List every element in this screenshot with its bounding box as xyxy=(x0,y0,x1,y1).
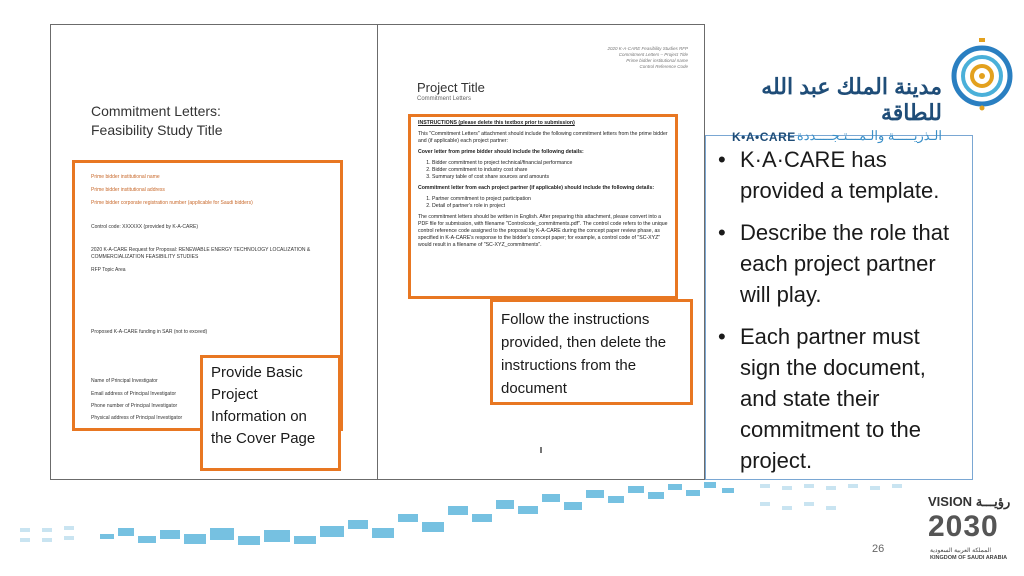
project-subtitle: Commitment Letters xyxy=(417,96,472,102)
control-code: Control code: XXXXXX (provided by K-A-CARE) xyxy=(91,224,198,230)
bidder-name: Prime bidder institutional name xyxy=(91,174,160,180)
rfp-line-1: 2020 K-A-CARE Request for Proposal: RENEWABLE ENERGY TECHNOLOGY LOCALIZATION & xyxy=(91,247,311,253)
instructions-text: INSTRUCTIONS (please delete this textbox prior to submission) This "Commitment Letters" attachment should include the following commitment letters from the prime bidder and (if applicable) each project partner: Cover letter from prime bidder should include the following details: 1. Bidder commitment to project technical/financial performance 2. Bidder commitment to industry cost share 3. Summary table of cost share sources and amounts Commitment letter from each project partner (if applicable) should include the following details: 1. Partner commitment to project participation 2. Detail of partner's role in project The commitment letters should be written in English. After preparing this attachment, please convert into a PDF file for submission, with filename "Controlcode_commitments.pdf". The control code refers to the unique control reference code assigned to the proposal by K-A-CARE during the concept paper review phase, as specified in K-A-CARE's response to the bidder's concept paper; for example, a control code of "SC-XYZ" would result in a filename of "SC-XYZ_commitments". xyxy=(418,120,672,253)
rfp-line-2: COMMERCIALIZATION FEASIBILITY STUDIES xyxy=(91,254,199,260)
funding-line: Proposed K-A-CARE funding in SAR (not to exceed) xyxy=(91,329,208,335)
page-marker xyxy=(540,447,542,453)
bullet-item: • K·A·CARE has provided a template. xyxy=(718,147,940,203)
project-title: Project Title xyxy=(417,80,485,95)
bullet-panel xyxy=(705,135,973,480)
rfp-topic: RFP Topic Area xyxy=(91,267,126,273)
vision-2030-logo xyxy=(928,494,1020,568)
bullet-item: • Describe the role that each project partner will play. xyxy=(718,220,950,307)
vision-arabic: المملكة العربية السعودية xyxy=(930,548,992,554)
bullet-item: • Each partner must sign the document, and state their commitment to the project. xyxy=(718,324,926,473)
cover-title: Commitment Letters: Feasibility Study Title xyxy=(91,103,223,138)
decorative-pattern xyxy=(0,476,930,576)
logo-english: K•A•CARE xyxy=(732,130,796,144)
vision-english: KINGDOM OF SAUDI ARABIA xyxy=(930,555,1008,561)
bidder-address: Prime bidder institutional address xyxy=(91,187,165,193)
logo-arabic-name: مدينة الملك عبد الله للطاقة xyxy=(761,74,942,125)
slide-number: 26 xyxy=(872,543,885,555)
callout-cover-info: Provide Basic Project Information on the Cover Page xyxy=(200,355,341,471)
pi-phone: Phone number of Principal Investigator xyxy=(91,403,178,409)
callout-instructions: Follow the instructions provided, then delete the instructions from the document xyxy=(490,299,693,405)
page-divider xyxy=(377,24,378,480)
pi-name: Name of Principal Investigator xyxy=(91,378,158,384)
page-header: 2020 K-A-CARE Feasibility Studies RFP Commitment Letters – Project Title Prime bidder institutional name Control Reference Code xyxy=(607,46,688,69)
vision-year: 2030 xyxy=(928,510,999,543)
pi-address: Physical address of Principal Investigator xyxy=(91,415,183,421)
kacare-logo xyxy=(732,74,942,146)
vision-label: VISION رؤيـــة xyxy=(928,494,1011,509)
logo-arabic-sub: الـذريـــــة والـمـــتـجــــددة xyxy=(796,128,942,143)
kacare-emblem-icon xyxy=(948,32,1016,112)
pi-email: Email address of Principal Investigator xyxy=(91,391,177,397)
bidder-registration: Prime bidder corporate registration number (applicable for Saudi bidders) xyxy=(91,200,253,206)
